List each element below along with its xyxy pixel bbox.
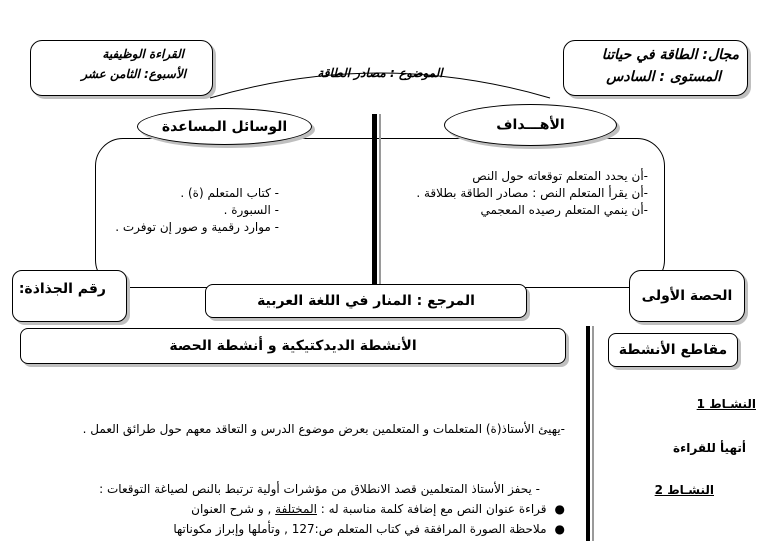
- functional-reading-label: القراءة الوظيفية: [102, 47, 184, 61]
- goal-item: -أن يحدد المتعلم توقعاته حول النص: [472, 169, 648, 183]
- level-label: المستوى : السادس: [606, 69, 721, 85]
- segment-1-label: النشـاط 1: [696, 397, 756, 411]
- segments-header: مقاطع الأنشطة: [608, 333, 738, 367]
- bullet-item: ●قراءة عنوان النص مع إضافة كلمة مناسبة له : المختلفة , و شرح العنوان: [191, 502, 565, 516]
- resource-item: - السبورة .: [223, 203, 279, 217]
- segment-2-label: النشـاط 2: [654, 483, 714, 497]
- reference-box: المرجع : المنار في اللغة العربية: [205, 284, 527, 318]
- goal-item: -أن ينمي المتعلم رصيده المعجمي: [480, 203, 648, 217]
- goals-list: [390, 168, 648, 219]
- topic-arc: [200, 56, 565, 106]
- resource-item: - موارد رقمية و صور إن توفرت .: [115, 220, 279, 234]
- week-label: الأسبوع: الثامن عشر: [81, 67, 186, 81]
- header-left-box: [30, 40, 213, 96]
- session-box: الحصة الأولى: [629, 270, 745, 322]
- goals-title: الأهـــداف: [444, 104, 617, 146]
- bullet-item: ●ملاحظة الصورة المرافقة في كتاب المتعلم ص:127 , وتأملها وإبراز مكوناتها: [173, 522, 565, 536]
- paragraph-2: - يحفز الأستاذ المتعلمين قصد الانطلاق من مؤشرات أولية ترتبط بالنص لصياغة التوقعات :: [99, 482, 540, 496]
- header-right-box: [563, 40, 748, 96]
- column-divider: [586, 326, 590, 541]
- root-number-box: [12, 270, 127, 322]
- segment-1-title: أتهيأ للقراءة: [673, 441, 746, 455]
- center-divider: [372, 114, 377, 289]
- resources-title: الوسائل المساعدة: [137, 108, 312, 145]
- goal-item: -أن يقرأ المتعلم النص : مصادر الطاقة بطلاقة .: [416, 186, 648, 200]
- root-number-label: رقم الجذاذة:: [18, 281, 106, 297]
- domain-label: مجال: الطاقة في حياتنا: [601, 47, 739, 63]
- paragraph-1: -يهيئ الأستاذ(ة) المتعلمات و المتعلمين بعرض موضوع الدرس و التعاقد معهم حول طرائق العمل .: [82, 422, 565, 436]
- resources-list: [105, 185, 279, 236]
- resource-item: - كتاب المتعلم (ة) .: [180, 186, 279, 200]
- topic-label: الموضوع : مصادر الطاقة: [317, 66, 443, 80]
- activities-header: الأنشطة الديدكتيكية و أنشطة الحصة: [20, 328, 566, 364]
